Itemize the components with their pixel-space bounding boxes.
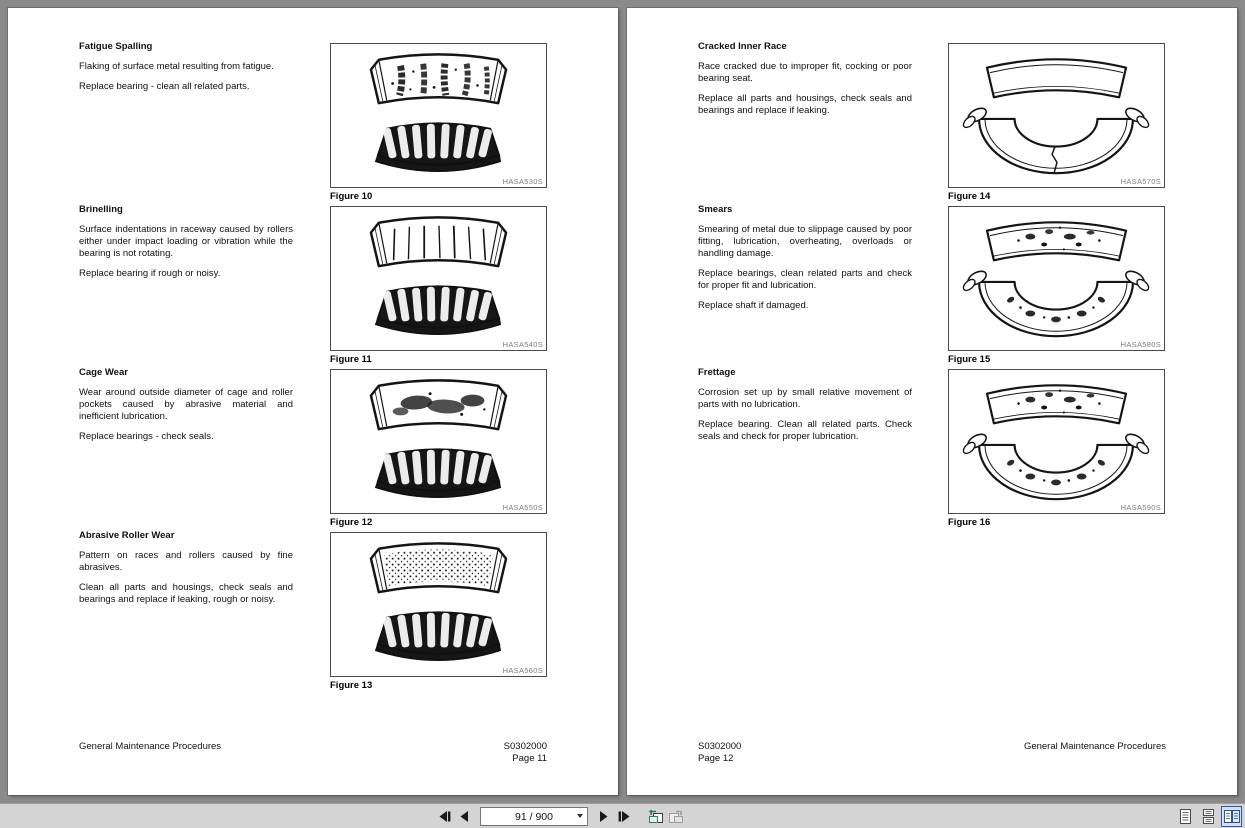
last-page-button[interactable] <box>614 806 634 827</box>
figure-frame <box>330 532 547 677</box>
first-page-button[interactable] <box>434 806 454 827</box>
section-paragraph: Flaking of surface metal resulting from fatigue. <box>79 61 274 72</box>
footer-page-number: Page 12 <box>698 753 734 764</box>
figure-caption: Figure 14 <box>948 191 991 202</box>
page-indicator: 91 / 900 <box>515 810 553 823</box>
figure-caption: Figure 11 <box>330 354 372 365</box>
bearing-frettage-illustration <box>949 370 1164 513</box>
section-heading: Cage Wear <box>79 367 128 378</box>
previous-page-button[interactable] <box>454 806 474 827</box>
section-paragraph: Pattern on races and rollers caused by fine abrasives. <box>79 550 293 573</box>
figure-code: HASA540S <box>502 340 543 349</box>
viewer-toolbar <box>0 803 1245 828</box>
figure-caption: Figure 15 <box>948 354 991 365</box>
figure-frame <box>948 43 1165 188</box>
bearing-cracked-race-illustration <box>949 44 1164 187</box>
figure-15 <box>948 206 1165 365</box>
figure-code: HASA570S <box>1120 177 1161 186</box>
figure-caption: Figure 10 <box>330 191 373 202</box>
section-paragraph: Replace shaft if damaged. <box>698 300 809 311</box>
section-heading: Smears <box>698 204 733 215</box>
figure-code: HASA550S <box>502 503 543 512</box>
page-navigation-group <box>434 805 686 828</box>
combo-dropdown-icon[interactable] <box>577 814 583 818</box>
continuous-layout-icon <box>1202 809 1215 824</box>
figure-16 <box>948 369 1165 528</box>
figure-14 <box>948 43 1165 202</box>
figure-caption: Figure 16 <box>948 517 991 528</box>
previous-view-button[interactable] <box>646 806 666 827</box>
bearing-brinelling-illustration <box>331 207 546 350</box>
section-paragraph: Replace bearings - check seals. <box>79 431 214 442</box>
figure-frame <box>948 206 1165 351</box>
figure-frame <box>330 43 547 188</box>
section-paragraph: Race cracked due to improper fit, cocking or poor bearing seat. <box>698 61 912 84</box>
figure-code: HASA530S <box>502 177 543 186</box>
section-heading: Cracked Inner Race <box>698 41 787 52</box>
figure-frame <box>330 369 547 514</box>
section-paragraph: Surface indentations in raceway caused by rollers either under impact loading or vibration while the bearing is not rotating. <box>79 224 293 259</box>
next-view-button[interactable] <box>666 806 686 827</box>
figure-code: HASA560S <box>502 666 543 675</box>
bearing-cage-wear-illustration <box>331 370 546 513</box>
section-heading: Abrasive Roller Wear <box>79 530 175 541</box>
document-page-12 <box>627 8 1237 795</box>
footer-doc-code: S0302000 <box>698 741 742 752</box>
next-page-button[interactable] <box>594 806 614 827</box>
section-heading: Brinelling <box>79 204 123 215</box>
section-cage-wear <box>79 367 293 451</box>
footer-page-number: Page 11 <box>512 753 547 764</box>
facing-layout-icon <box>1224 809 1240 824</box>
section-abrasive-roller-wear <box>79 530 293 614</box>
figure-caption: Figure 12 <box>330 517 373 528</box>
figure-10 <box>330 43 547 202</box>
footer-document-title: General Maintenance Procedures <box>1023 741 1166 752</box>
single-page-layout-icon <box>1179 809 1192 824</box>
section-paragraph: Smearing of metal due to slippage caused by poor fitting, lubrication, overheating, overloads or handling damage. <box>698 224 912 259</box>
section-paragraph: Replace bearing - clean all related parts. <box>79 81 250 92</box>
next-view-icon <box>668 810 684 824</box>
single-page-layout-button[interactable] <box>1175 806 1196 827</box>
figure-12 <box>330 369 547 528</box>
previous-page-icon <box>459 811 469 822</box>
section-paragraph: Corrosion set up by small relative movement of parts with no lubrication. <box>698 387 912 410</box>
page-number-combobox[interactable] <box>480 807 588 826</box>
section-paragraph: Wear around outside diameter of cage and roller pockets caused by abrasive material and inefficient lubrication. <box>79 387 293 422</box>
section-cracked-inner-race <box>698 41 912 125</box>
first-page-icon <box>438 811 451 822</box>
section-paragraph: Replace all parts and housings, check seals and bearings and replace if leaking. <box>698 93 912 116</box>
section-paragraph: Replace bearing. Clean all related parts. Check seals and check for proper lubrication. <box>698 419 912 442</box>
footer-document-number <box>504 741 547 765</box>
figure-code: HASA580S <box>1120 340 1161 349</box>
section-heading: Frettage <box>698 367 736 378</box>
facing-layout-button[interactable] <box>1221 806 1242 827</box>
footer-document-number <box>698 741 741 765</box>
next-page-icon <box>599 811 609 822</box>
bearing-abrasive-wear-illustration <box>331 533 546 676</box>
section-heading: Fatigue Spalling <box>79 41 153 52</box>
page-layout-group <box>1175 805 1242 828</box>
previous-view-icon <box>648 810 664 824</box>
figure-11 <box>330 206 547 365</box>
document-page-11 <box>8 8 618 795</box>
section-brinelling <box>79 204 293 288</box>
section-fatigue-spalling <box>79 41 293 101</box>
section-paragraph: Replace bearings, clean related parts and check for proper fit and lubrication. <box>698 268 912 291</box>
figure-caption: Figure 13 <box>330 680 373 691</box>
section-frettage <box>698 367 912 451</box>
footer-document-title: General Maintenance Procedures <box>79 741 222 752</box>
figure-13 <box>330 532 547 691</box>
figure-code: HASA590S <box>1120 503 1161 512</box>
bearing-smears-illustration <box>949 207 1164 350</box>
section-paragraph: Replace bearing if rough or noisy. <box>79 268 221 279</box>
continuous-layout-button[interactable] <box>1198 806 1219 827</box>
figure-frame <box>948 369 1165 514</box>
bearing-spalling-illustration <box>331 44 546 187</box>
section-smears <box>698 204 912 320</box>
footer-doc-code: S0302000 <box>503 741 547 752</box>
figure-frame <box>330 206 547 351</box>
section-paragraph: Clean all parts and housings, check seals and bearings and replace if leaking, rough or noisy. <box>79 582 293 605</box>
last-page-icon <box>618 811 631 822</box>
